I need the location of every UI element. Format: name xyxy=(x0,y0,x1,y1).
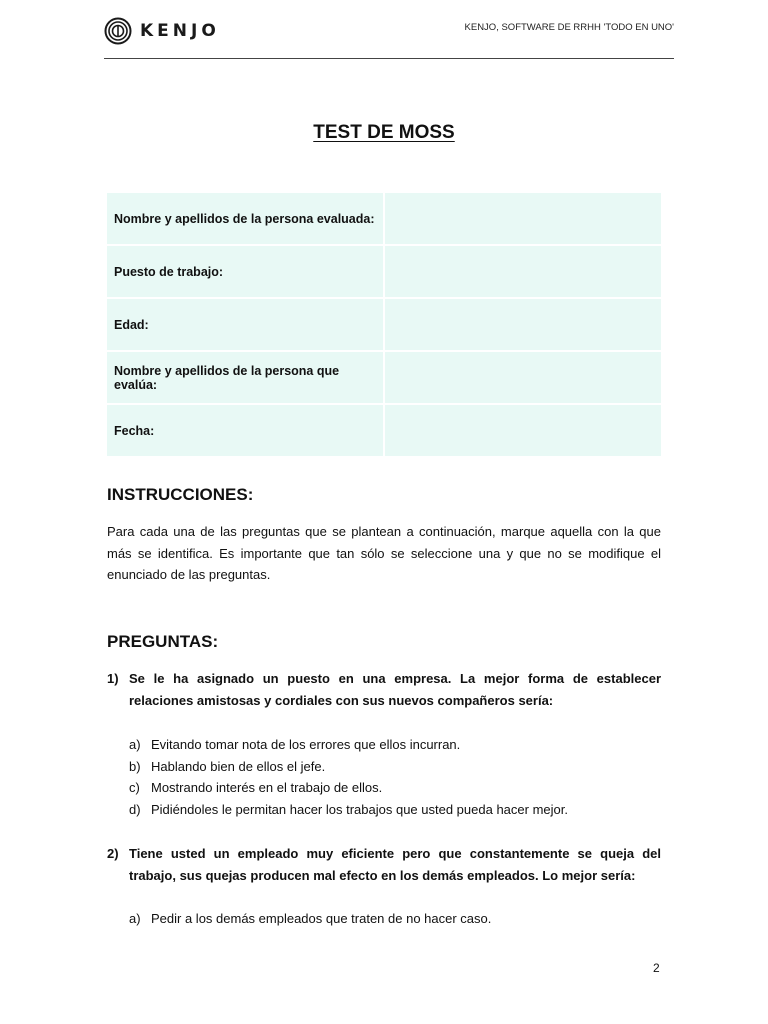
option-text: Pedir a los demás empleados que traten de no hacer caso. xyxy=(151,911,492,926)
form-value-cell[interactable] xyxy=(384,245,661,298)
option-letter: a) xyxy=(129,737,141,752)
form-label: Fecha: xyxy=(107,404,384,456)
option-letter: d) xyxy=(129,802,141,818)
option-text: Mostrando interés en el trabajo de ellos. xyxy=(151,780,383,796)
option-text: Pidiéndoles le permitan hacer los trabajos que usted pueda hacer mejor. xyxy=(151,802,568,818)
kenjo-logo xyxy=(104,17,220,45)
form-label: Nombre y apellidos de la persona que evalúa: xyxy=(107,351,384,404)
form-value-cell[interactable] xyxy=(384,351,661,404)
form-row xyxy=(107,351,661,404)
form-label: Nombre y apellidos de la persona evaluada: xyxy=(107,193,384,245)
header-tagline: KENJO, SOFTWARE DE RRHH 'TODO EN UNO' xyxy=(464,22,674,33)
instructions-text: Para cada una de las preguntas que se plantean a continuación, marque aquella con la que más se identifica. Es importante que tan sólo se seleccione una y que no se modifique el enunciado de las preguntas. xyxy=(107,524,661,583)
option-letter: b) xyxy=(129,758,141,774)
answer-option[interactable] xyxy=(129,756,661,778)
form-row xyxy=(107,298,661,351)
question-2-options xyxy=(129,908,661,930)
instructions-heading: INSTRUCCIONES: xyxy=(107,485,254,504)
questions-heading: PREGUNTAS: xyxy=(107,632,219,651)
option-letter: c) xyxy=(129,780,140,796)
answer-option[interactable] xyxy=(129,734,661,756)
form-row xyxy=(107,404,661,456)
form-label: Edad: xyxy=(107,298,384,351)
form-value-cell[interactable] xyxy=(384,193,661,245)
question-1 xyxy=(107,668,661,711)
question-text: Tiene usted un empleado muy eficiente pero que constantemente se queja del trabajo, sus quejas producen mal efecto en los demás empleados. Lo mejor sería: xyxy=(129,846,661,883)
document-title: TEST DE MOSS xyxy=(313,122,455,143)
answer-option[interactable] xyxy=(129,799,661,821)
option-text: Evitando tomar nota de los errores que ellos incurran. xyxy=(151,737,461,752)
form-value-cell[interactable] xyxy=(384,298,661,351)
evaluation-form-table xyxy=(107,193,661,456)
form-value-cell[interactable] xyxy=(384,404,661,456)
question-number: 1) xyxy=(107,671,119,686)
option-letter: a) xyxy=(129,911,141,926)
kenjo-spiral-logo-icon xyxy=(104,17,132,45)
page-header xyxy=(104,14,674,59)
form-row xyxy=(107,193,661,245)
question-1-options xyxy=(129,734,661,821)
question-2 xyxy=(107,843,661,886)
page-number: 2 xyxy=(653,961,660,975)
form-label: Puesto de trabajo: xyxy=(107,245,384,298)
logo-text: KENJO xyxy=(140,21,220,41)
question-text: Se le ha asignado un puesto en una empresa. La mejor forma de establecer relaciones amistosas y cordiales con sus nuevos compañeros sería: xyxy=(129,671,661,708)
answer-option[interactable] xyxy=(129,908,661,930)
form-row xyxy=(107,245,661,298)
option-text: Hablando bien de ellos el jefe. xyxy=(151,758,326,774)
question-number: 2) xyxy=(107,846,119,861)
answer-option[interactable] xyxy=(129,777,661,799)
